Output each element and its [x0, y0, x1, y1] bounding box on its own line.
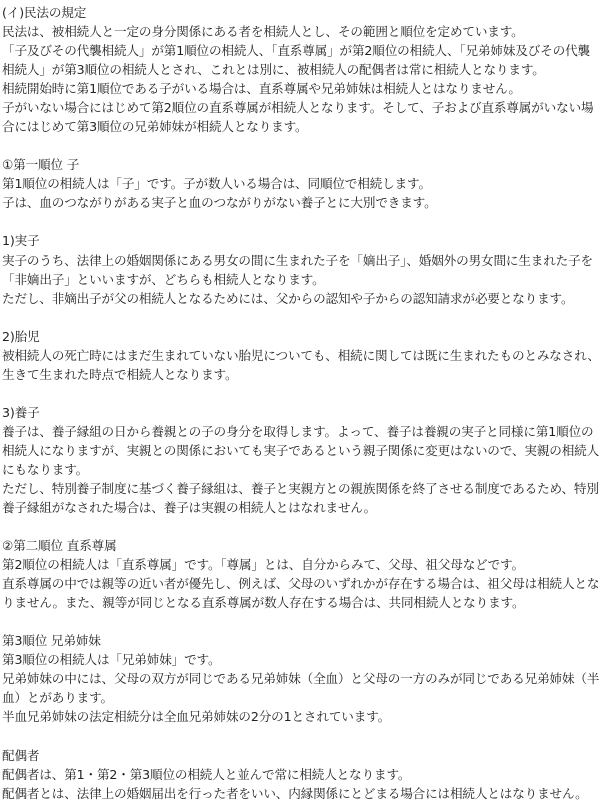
paragraph: 兄弟姉妹の中には、父母の双方が同じである兄弟姉妹（全血）と父母の一方のみが同じである兄弟姉妹（半血）とがあります。 [2, 671, 600, 706]
paragraph: 配偶者は、第1・第2・第3順位の相続人と並んで常に相続人となります。 [2, 766, 411, 782]
section-first-order-child [2, 155, 602, 212]
section-title: 第3順位 兄弟姉妹 [2, 633, 101, 649]
paragraph: 「子及びその代襲相続人」が第1順位の相続人、「直系尊属」が第2順位の相続人、「兄弟姉妹及びその代襲相続人」が第3順位の相続人とされ、これとは別に、被相続人の配偶者は常に相続人となります。 [2, 43, 590, 78]
section-title: 1)実子 [2, 233, 40, 249]
paragraph: 第1順位の相続人は「子」です。子が数人いる場合は、同順位で相続します。 [2, 176, 431, 192]
paragraph: 養子は、養子縁組の日から養親との子の身分を取得します。よって、養子は養親の実子と同様に第1順位の相続人になりますが、実親との関係においても実子であるという親子関係に変更はないので、実親の相続人にもなります。 [2, 423, 600, 477]
section-title: 2)胎児 [2, 328, 40, 344]
section-civil-code [2, 3, 602, 136]
paragraph: 民法は、被相続人と一定の身分関係にある者を相続人とし、その範囲と順位を定めています。 [2, 24, 524, 40]
paragraph: 第2順位の相続人は「直系尊属」です。「尊属」とは、自分からみて、父母、祖父母などです。 [2, 557, 524, 573]
section-spouse [2, 746, 602, 803]
paragraph: 子がいない場合にはじめて第2順位の直系尊属が相続人となります。そして、子および直系尊属がいない場合にはじめて第3順位の兄弟姉妹が相続人となります。 [2, 100, 594, 135]
section-third-order-siblings [2, 631, 602, 726]
paragraph: 第3順位の相続人は「兄弟姉妹」です。 [2, 652, 221, 668]
section-title: ②第二順位 直系尊属 [2, 538, 117, 554]
paragraph: 配偶者とは、法律上の婚姻届出を行った者をいい、内縁関係にとどまる場合には相続人とはなりません。 [2, 785, 588, 801]
paragraph: 子は、血のつながりがある実子と血のつながりがない養子とに大別できます。 [2, 195, 437, 211]
section-title: ①第一順位 子 [2, 157, 80, 173]
section-unborn-child [2, 327, 602, 384]
paragraph: 実子のうち、法律上の婚姻関係にある男女の間に生まれた子を「嫡出子」、婚姻外の男女間に生まれた子を「非嫡出子」といいますが、どちらも相続人となります。 [2, 252, 594, 287]
section-biological-child [2, 231, 602, 307]
section-title: (イ)民法の規定 [2, 5, 87, 20]
paragraph: 半血兄弟姉妹の法定相続分は全血兄弟姉妹の2分の1とされています。 [2, 709, 391, 725]
paragraph: ただし、特別養子制度に基づく養子縁組は、養子と実親方との親族関係を終了させる制度であるため、特別養子縁組がなされた場合は、養子は実親の相続人とはなれません。 [2, 480, 599, 516]
paragraph: 相続開始時に第1順位である子がいる場合は、直系尊属や兄弟姉妹は相続人とはなりません。 [2, 81, 521, 97]
section-second-order-ascendants [2, 536, 602, 612]
paragraph: 被相続人の死亡時にはまだ生まれていない胎児についても、相続に関しては既に生まれたものとみなされ、生きて生まれた時点で相続人となります。 [2, 347, 600, 382]
section-title: 3)養子 [2, 404, 40, 420]
paragraph: ただし、非嫡出子が父の相続人となるためには、父からの認知や子からの認知請求が必要となります。 [2, 290, 574, 306]
paragraph: 直系尊属の中では親等の近い者が優先し、例えば、父母のいずれかが存在する場合は、祖父母は相続人となりません。また、親等が同じとなる直系尊属が数人存在する場合は、共同相続人となります。 [2, 576, 600, 611]
section-adopted-child [2, 403, 602, 517]
section-title: 配偶者 [2, 747, 40, 763]
